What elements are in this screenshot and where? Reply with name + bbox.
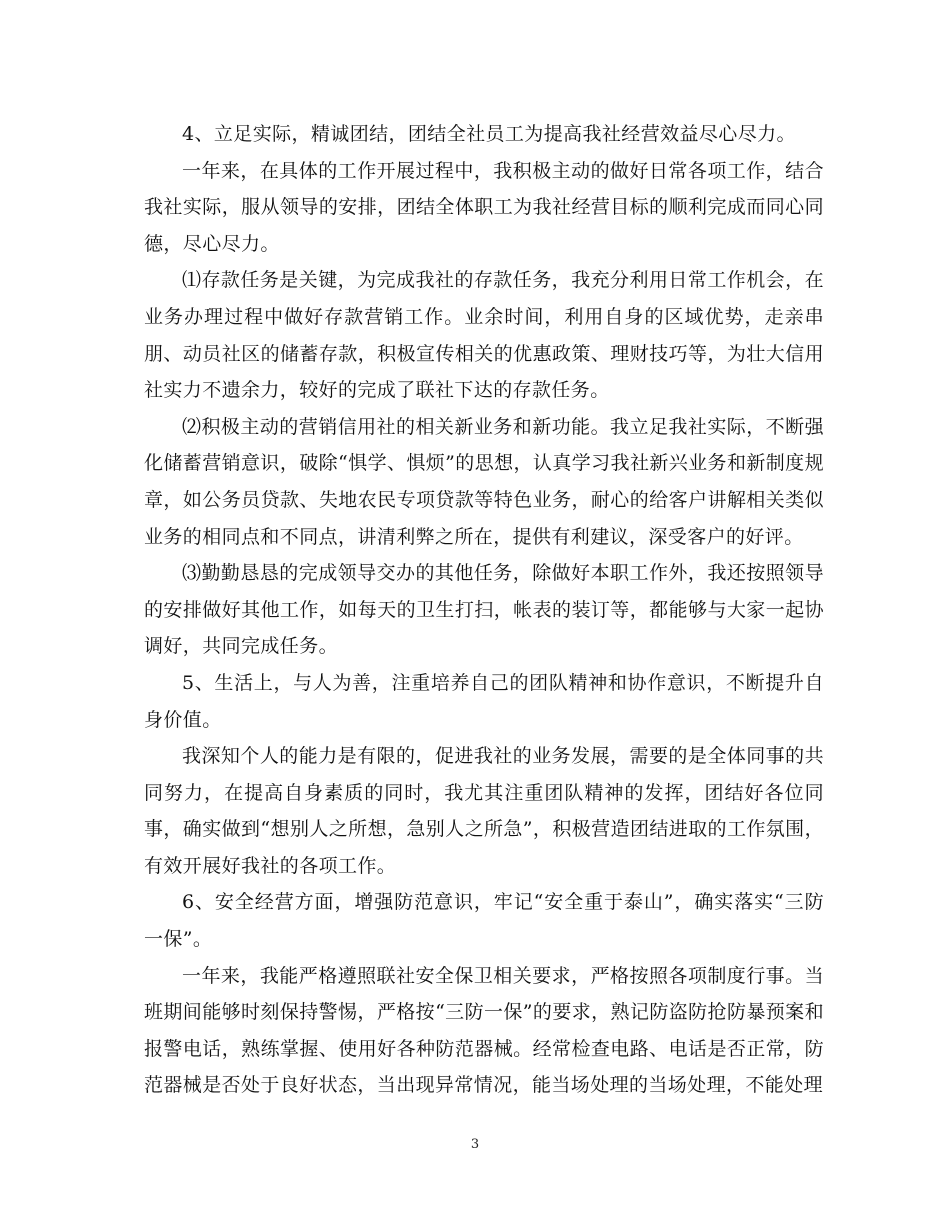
paragraph-other-tasks: ⑶勤勤恳恳的完成领导交办的其他任务，除做好本职工作外，我还按照领导的安排做好其他工作，如每天的卫生打扫，帐表的装订等，都能够与大家一起协调好，共同完成任务。 bbox=[144, 562, 824, 658]
paragraph-item-4-heading: 4、立足实际，精诚团结，团结全社员工为提高我社经营效益尽心尽力。 bbox=[182, 123, 796, 145]
paragraph-overview: 一年来，在具体的工作开展过程中，我积极主动的做好日常各项工作，结合我社实际，服从领导的安排，团结全体职工为我社经营目标的顺利完成而同心同德，尽心尽力。 bbox=[144, 159, 824, 255]
document-body bbox=[144, 116, 824, 1104]
page-number: 3 bbox=[470, 1137, 480, 1152]
paragraph-safety: 一年来，我能严格遵照联社安全保卫相关要求，严格按照各项制度行事。当班期间能够时刻保持警惕，严格按“三防一保”的要求，熟记防盗防抢防暴预案和报警电话，熟练掌握、使用好各种防范器械。经常检查电路、电话是否正常，防范器械是否处于良好状态，当出现异常情况，能当场处理的当场处理，不能处理 bbox=[144, 964, 824, 1097]
paragraph-deposit-task: ⑴存款任务是关键，为完成我社的存款任务，我充分利用日常工作机会，在业务办理过程中做好存款营销工作。业余时间，利用自身的区域优势，走亲串朋、动员社区的储蓄存款，积极宣传相关的优惠政策、理财技巧等，为壮大信用社实力不遗余力，较好的完成了联社下达的存款任务。 bbox=[144, 269, 824, 402]
paragraph-item-6-heading: 6、安全经营方面，增强防范意识，牢记“安全重于泰山”，确实落实“三防一保”。 bbox=[144, 891, 824, 951]
paragraph-teamwork: 我深知个人的能力是有限的，促进我社的业务发展，需要的是全体同事的共同努力，在提高自身素质的同时，我尤其注重团队精神的发挥，团结好各位同事，确实做到“想别人之所想，急别人之所急”，积极营造团结进取的工作氛围，有效开展好我社的各项工作。 bbox=[144, 745, 824, 877]
paragraph-item-5-heading: 5、生活上，与人为善，注重培养自己的团队精神和协作意识，不断提升自身价值。 bbox=[144, 671, 824, 731]
paragraph-new-business: ⑵积极主动的营销信用社的相关新业务和新功能。我立足我社实际，不断强化储蓄营销意识，破除“惧学、惧烦”的思想，认真学习我社新兴业务和新制度规章，如公务员贷款、失地农民专项贷款等特色业务，耐心的给客户讲解相关类似业务的相同点和不同点，讲清利弊之所在，提供有利建议，深受客户的好评。 bbox=[144, 415, 824, 548]
